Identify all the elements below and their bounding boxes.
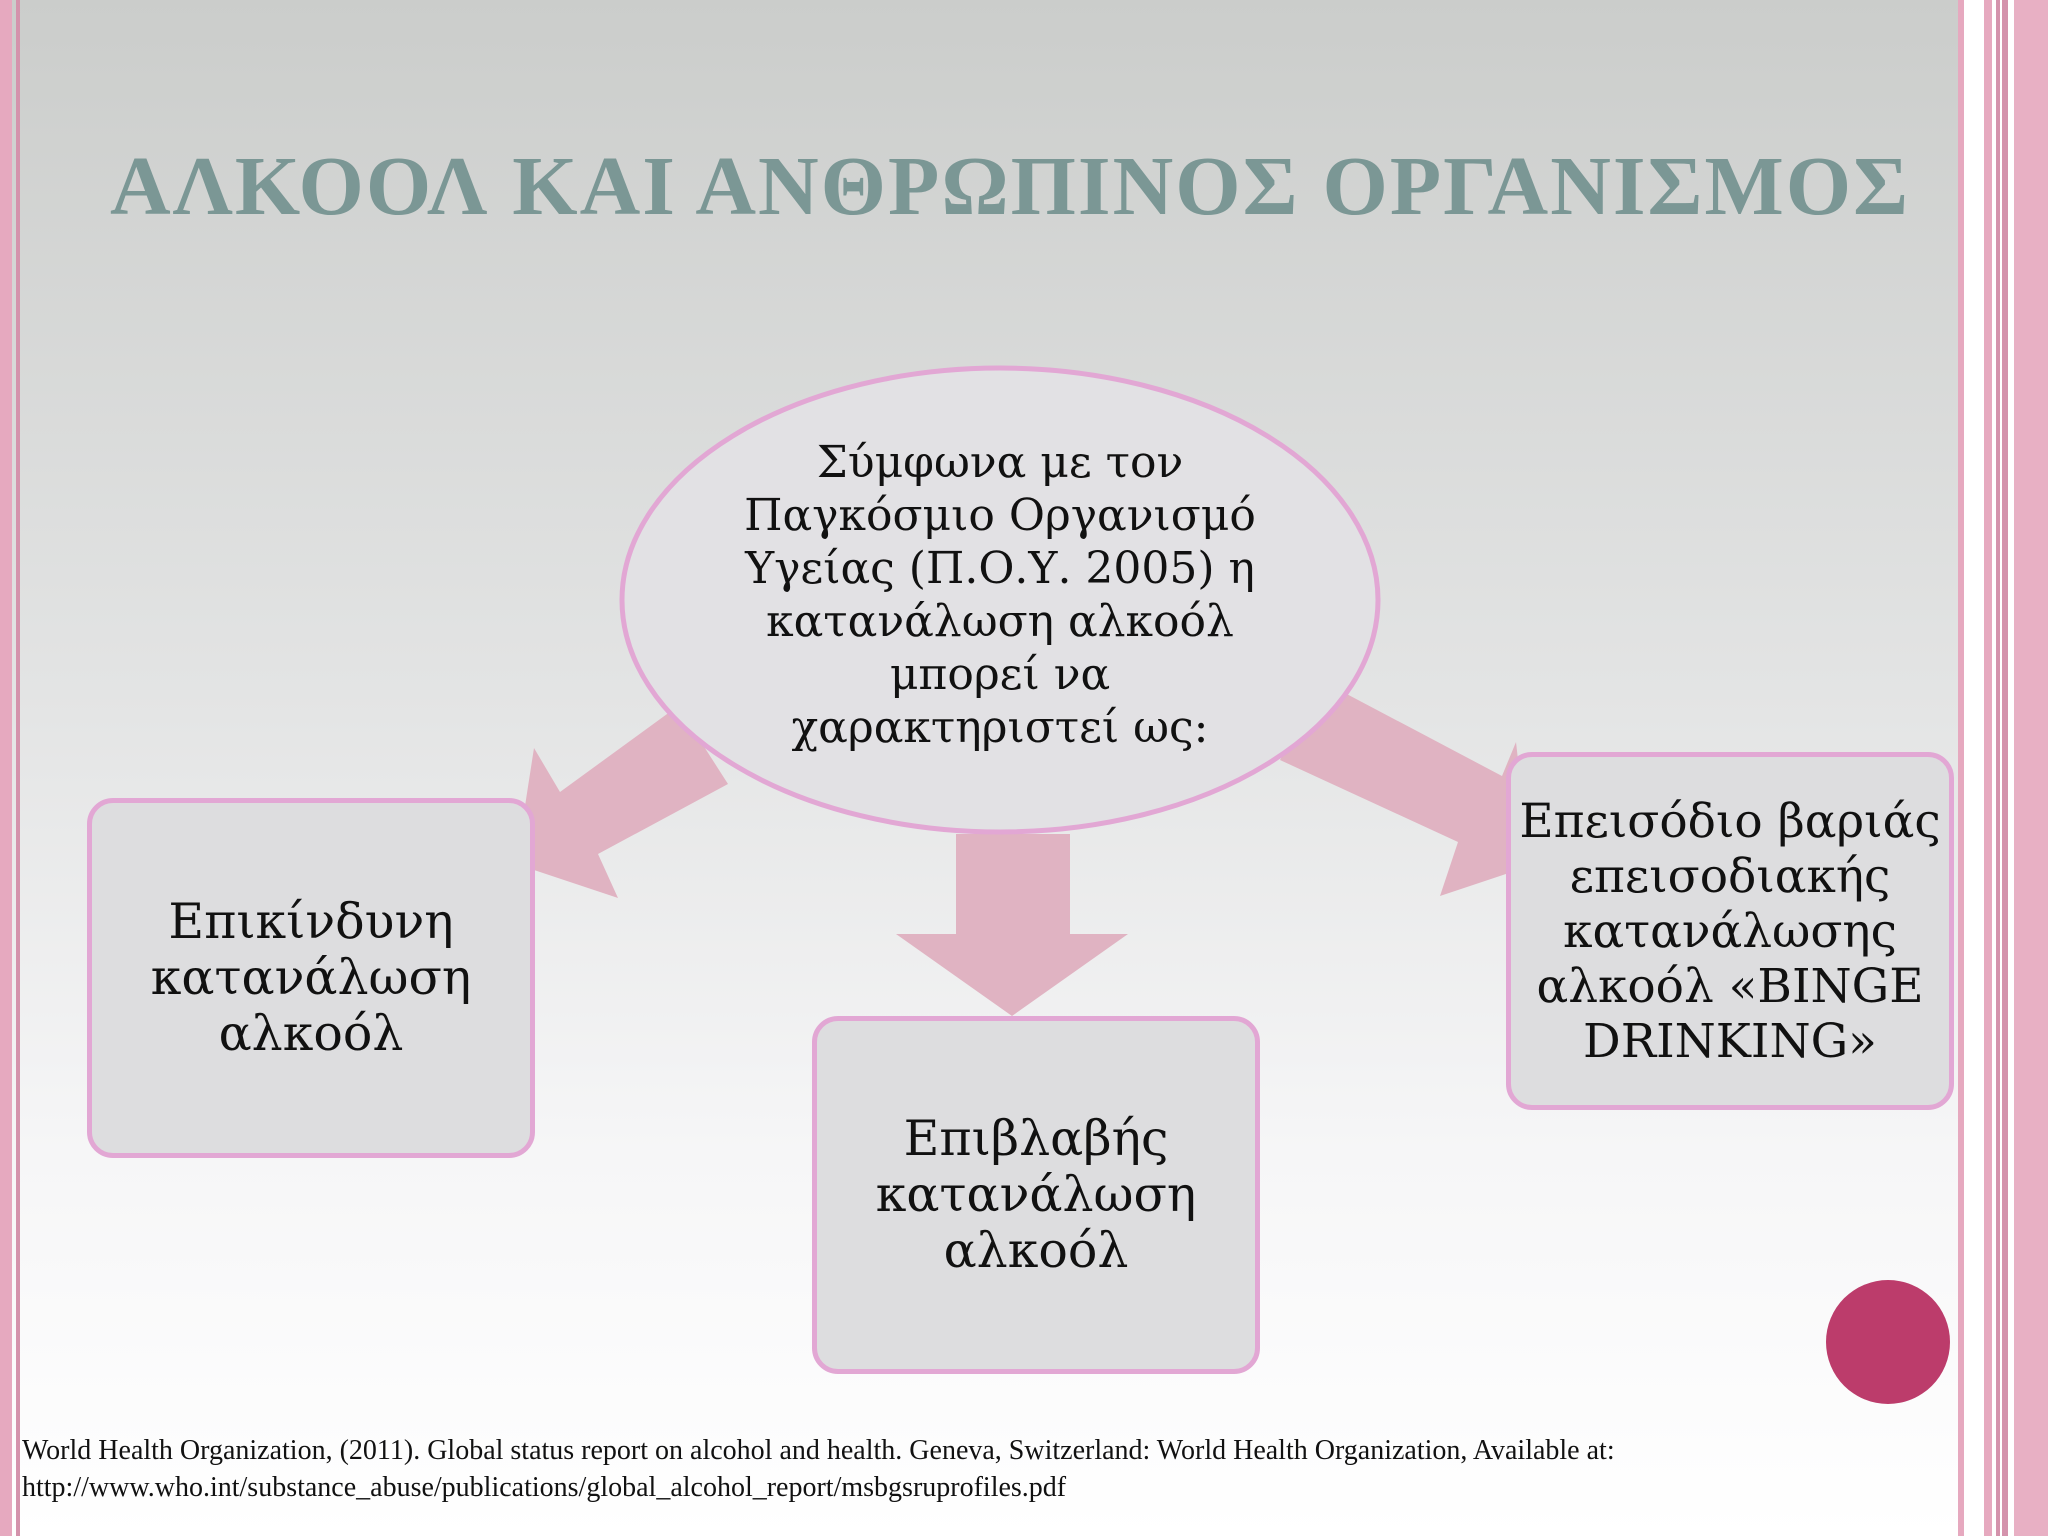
box-text-line: Επικίνδυνη xyxy=(168,893,454,950)
center-text-line: χαρακτηριστεί ως: xyxy=(791,702,1209,753)
box-text xyxy=(876,1111,1197,1279)
center-text-line: μπορεί να xyxy=(889,649,1111,700)
box-harmful-consumption xyxy=(812,1016,1260,1374)
slide-title: ΑΛΚΟΟΛ ΚΑΙ ΑΝΘΡΩΠΙΝΟΣ ΟΡΓΑΝΙΣΜΟΣ xyxy=(109,140,1911,233)
center-text-line: Σύμφωνα με τον xyxy=(816,437,1184,488)
reference-line: World Health Organization, (2011). Global status report on alcohol and health. Geneva, Switzerland: World Health Organization, Available at: xyxy=(22,1435,1615,1466)
box-text-line: αλκοόλ xyxy=(218,1005,404,1062)
reference-citation xyxy=(22,1432,1942,1506)
box-text-line: κατανάλωση xyxy=(875,1166,1197,1223)
accent-dot xyxy=(1826,1280,1950,1404)
box-text-line: αλκοόλ xyxy=(943,1222,1129,1279)
box-text xyxy=(151,894,472,1062)
box-text-line: Επεισόδιο βαριάς xyxy=(1519,793,1941,849)
center-oval-text xyxy=(660,436,1340,754)
reference-url[interactable]: http://www.who.int/substance_abuse/publications/global_alcohol_report/msbgsruprofiles.pdf xyxy=(22,1472,1067,1503)
box-text-line: επεισοδιακής xyxy=(1569,848,1891,904)
box-text-line: αλκοόλ «BINGE xyxy=(1536,958,1924,1014)
box-hazardous-consumption xyxy=(87,798,535,1158)
box-binge-drinking xyxy=(1506,752,1954,1110)
box-text-line: κατανάλωσης xyxy=(1563,903,1897,959)
center-text-line: Υγείας (Π.Ο.Υ. 2005) η xyxy=(745,543,1255,594)
arrow-center xyxy=(896,834,1128,1016)
box-text-line: κατανάλωση xyxy=(150,949,472,1006)
box-text xyxy=(1519,794,1940,1069)
center-text-line: Παγκόσμιο Οργανισμό xyxy=(744,490,1256,541)
center-text-line: κατανάλωση αλκοόλ xyxy=(766,596,1234,647)
box-text-line: DRINKING» xyxy=(1583,1013,1877,1069)
box-text-line: Επιβλαβής xyxy=(903,1110,1169,1167)
